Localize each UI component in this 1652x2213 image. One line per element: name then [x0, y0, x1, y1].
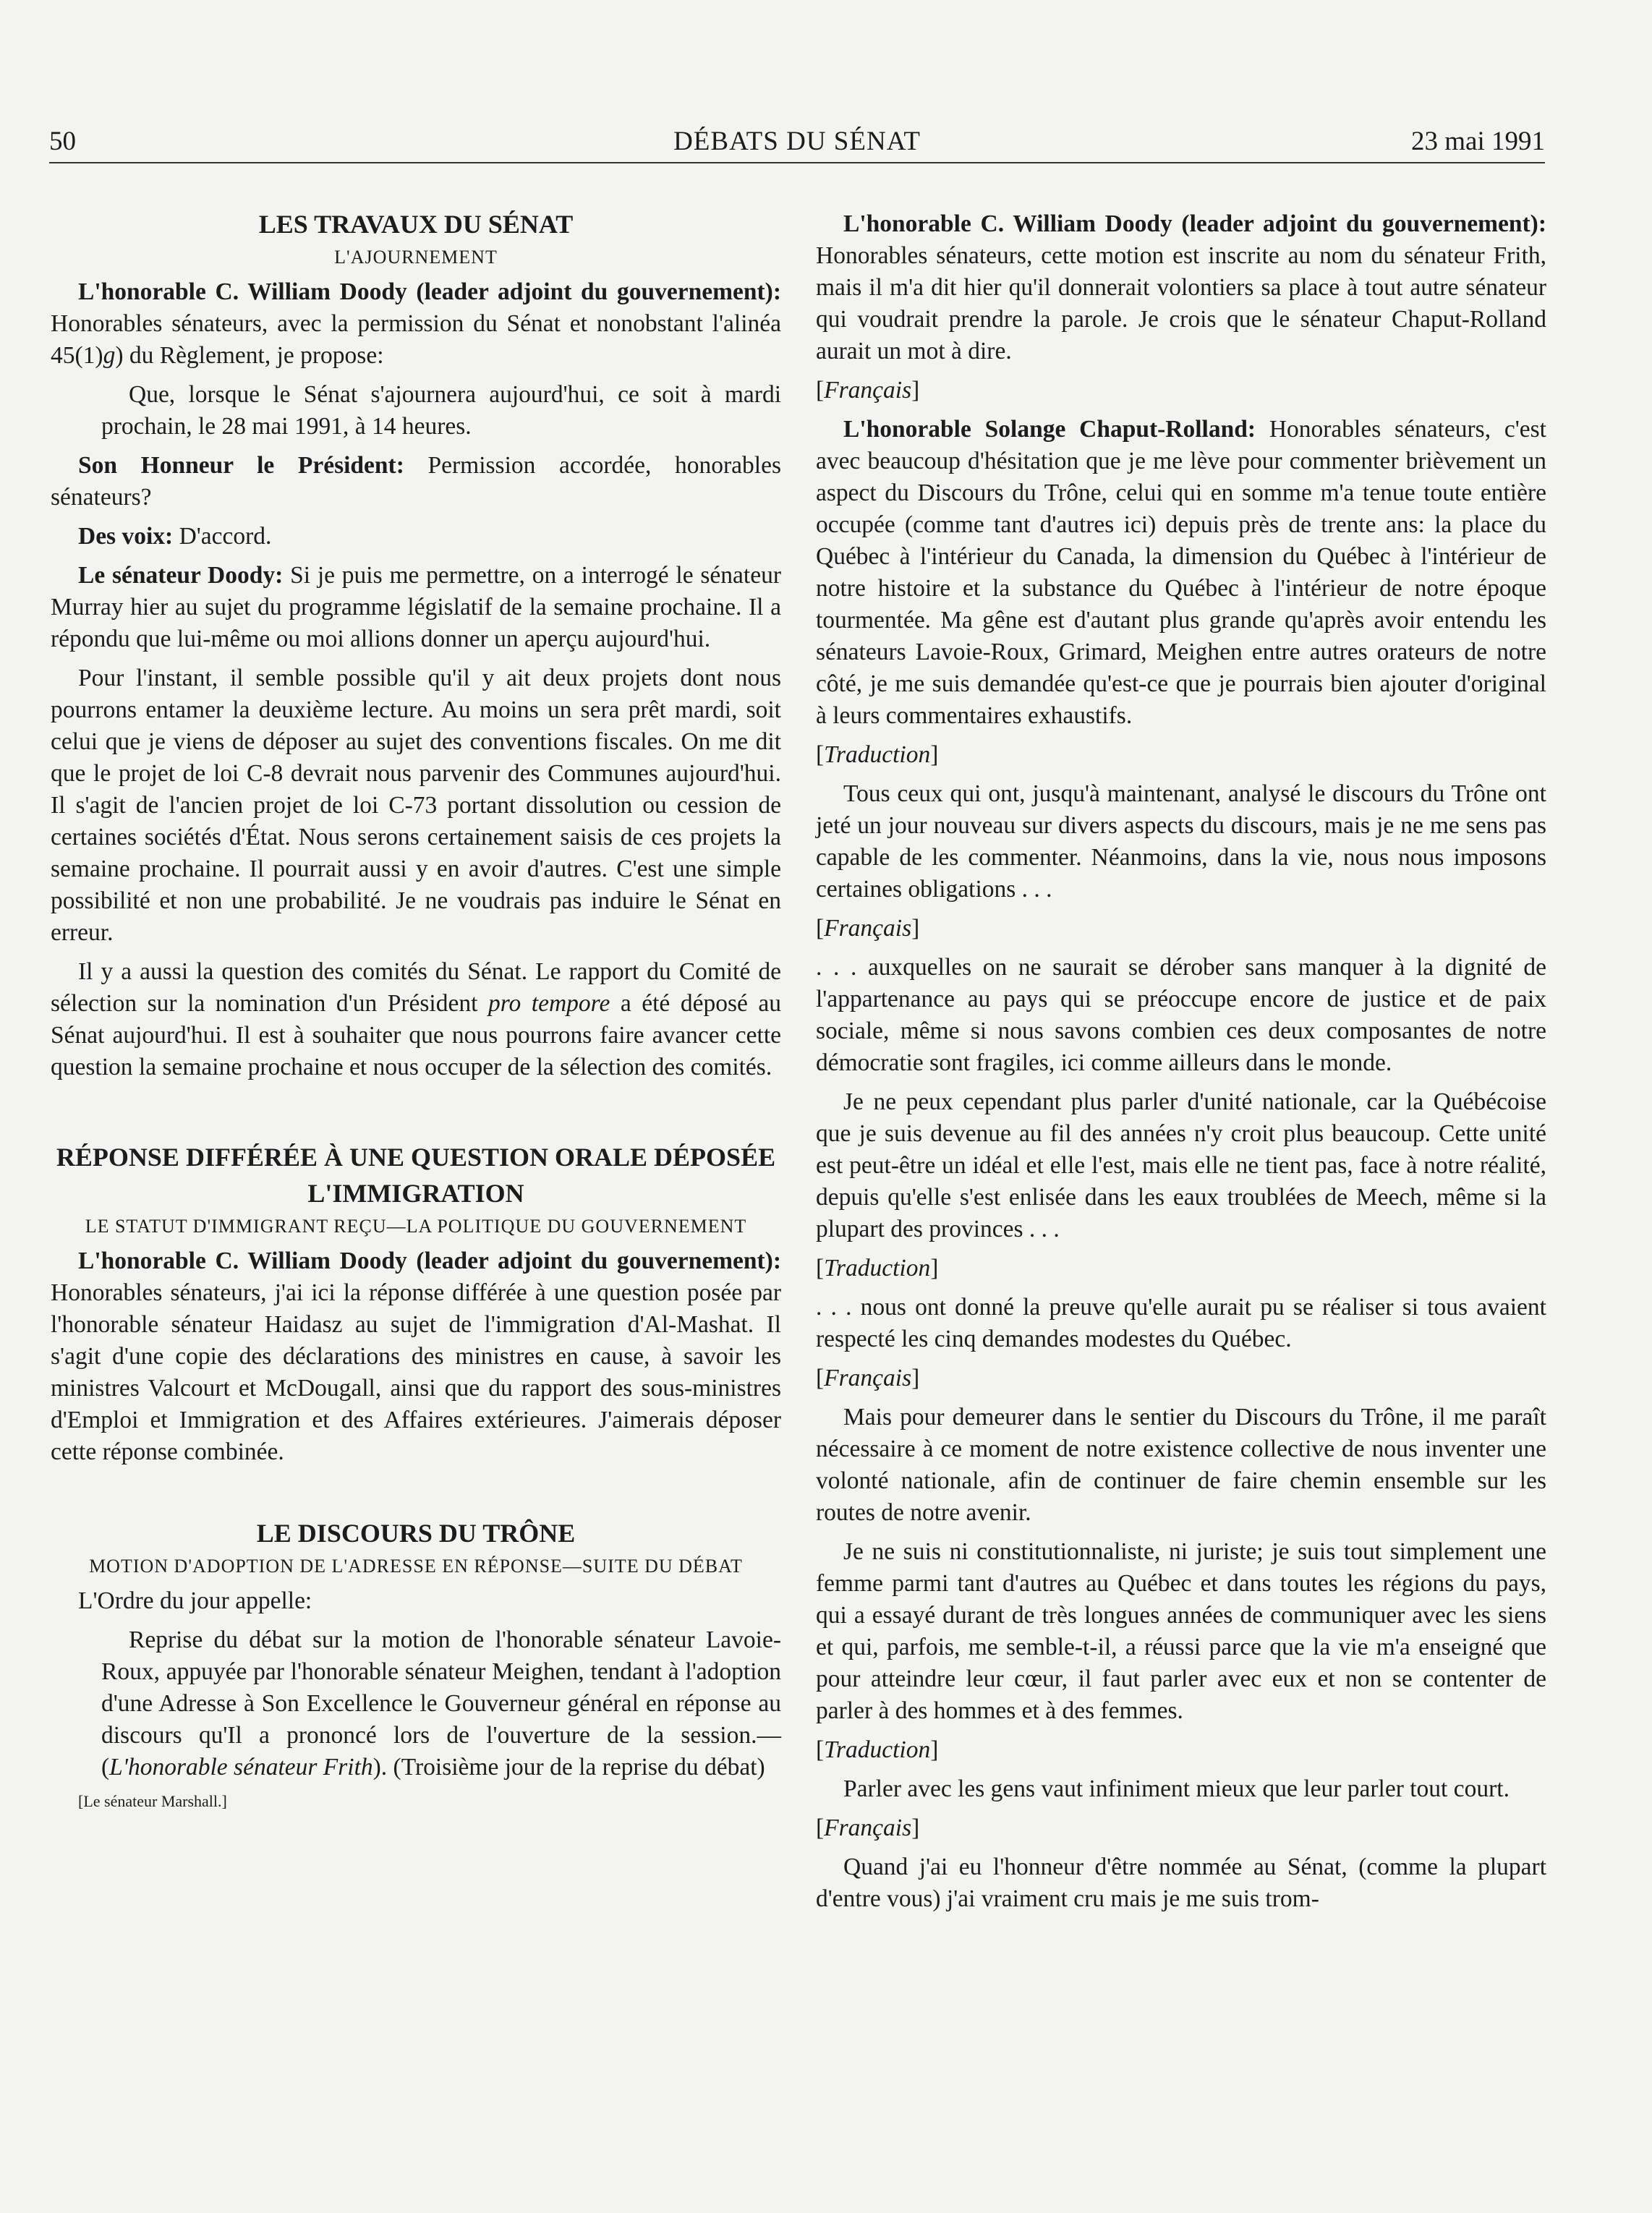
speaker-name: Son Honneur le Président: [78, 452, 404, 479]
footnote-marshall: [Le sénateur Marshall.] [78, 1792, 227, 1810]
section-title-travaux: LES TRAVAUX DU SÉNAT [258, 210, 574, 239]
speaker-name: L'honorable C. William Doody (leader adjoint du gouvernement): [78, 278, 781, 305]
motion-quote: Que, lorsque le Sénat s'ajournera aujourd'hui, ce soit à mardi prochain, le 28 mai 1991, à 14 heures. [101, 381, 781, 440]
language-tag-francais: [Français] [816, 1815, 920, 1841]
paragraph-femme: Je ne suis ni constitutionnaliste, ni juriste; je suis tout simplement une femme parmi tant d'autres au Québec et dans toutes les régions du pays, qui a essayé durant de très longues années de communiquer avec les siens et qui, parfois, me semble-t-il, a réussi parce que la vie m'a enseigné que pour atteindre leur cœur, il faut parler avec eux et non se contenter de parler à des hommes et à des femmes. [816, 1538, 1546, 1724]
paragraph-parler: Parler avec les gens vaut infiniment mieux que leur parler tout court. [843, 1775, 1510, 1802]
running-header [49, 121, 1545, 163]
paragraph-doody-reponse: L'honorable C. William Doody (leader adjoint du gouvernement): Honorables sénateurs, j'ai ici la réponse différée à une question posée par l'honorable sénateur Haidasz au sujet de l'immigration d'Al-Mashat. Il s'agit d'une copie des déclarations des ministres en cause, à savoir les ministres Valcourt et McDougall, ainsi que du rapport des sous-ministres d'Emploi et Immigration et des Affaires extérieures. J'aimerais déposer cette réponse combinée. [51, 1248, 781, 1465]
page-number: 50 [49, 127, 76, 156]
paragraph-doody-programme: Le sénateur Doody: Si je puis me permettre, on a interrogé le sénateur Murray hier au sujet du programme législatif de la semaine prochaine. Il a répondu que lui-même ou moi allions donner un aperçu aujourd'hui. [51, 562, 781, 652]
ordre-quote: Reprise du débat sur la motion de l'honorable sénateur Lavoie-Roux, appuyée par l'honorable sénateur Meighen, tendant à l'adoption d'une Adresse à Son Excellence le Gouverneur général en réponse au discours qu'Il a prononcé lors de l'ouverture de la session.—(L'honorable sénateur Frith). (Troisième jour de la reprise du débat) [101, 1626, 781, 1781]
language-tag-francais: [Français] [816, 377, 920, 404]
language-tag-traduction: [Traduction] [816, 741, 939, 768]
language-tag-traduction: [Traduction] [816, 1255, 939, 1282]
language-tag-francais: [Français] [816, 1365, 920, 1391]
speaker-name: Des voix: [78, 523, 174, 550]
section-title-reponse-differee: RÉPONSE DIFFÉRÉE À UNE QUESTION ORALE DÉPOSÉE [56, 1143, 776, 1172]
speaker-name: L'honorable C. William Doody (leader adjoint du gouvernement): [843, 210, 1546, 237]
paragraph-doody-motion: L'honorable C. William Doody (leader adjoint du gouvernement): Honorables sénateurs, avec la permission du Sénat et nonobstant l'alinéa 45(1)g) du Règlement, je propose: [51, 278, 781, 369]
speaker-name: L'honorable C. William Doody (leader adjoint du gouvernement): [78, 1248, 781, 1274]
section-title-immigration: L'IMMIGRATION [307, 1179, 524, 1208]
running-title: DÉBATS DU SÉNAT [673, 127, 921, 156]
section-subtitle-motion: MOTION D'ADOPTION DE L'ADRESSE EN RÉPONSE—SUITE DU DÉBAT [89, 1556, 743, 1577]
paragraph-unite: Je ne peux cependant plus parler d'unité nationale, car la Québécoise que je suis devenue au fil des années n'y croit plus beaucoup. Cette unité est peut-être un idéal et elle l'est, mais elle ne tient pas, face à notre réalité, depuis qu'elle s'est enlisée dans les eaux troublées de Meech, même si la plupart des provinces . . . [816, 1088, 1546, 1242]
paragraph-chaput-rolland: L'honorable Solange Chaput-Rolland: Honorables sénateurs, c'est avec beaucoup d'hésitation que je me lève pour commenter brièvement un aspect du Discours du Trône, celui qui en somme m'a tenue toute entière occupée (comme tant d'autres ici) depuis près de trente ans: la place du Québec à l'intérieur du Canada, la dimension du Québec à l'intérieur de notre histoire et la substance du Québec à l'intérieur de notre époque tourmentée. Ma gêne est d'autant plus grande qu'après avoir entendu les sénateurs Lavoie-Roux, Grimard, Meighen entre autres orateurs de notre côté, je me suis demandée qu'est-ce que je pourrais bien ajouter d'original à leurs commentaires exhaustifs. [816, 416, 1546, 729]
paragraph-analyse: Tous ceux qui ont, jusqu'à maintenant, analysé le discours du Trône ont jeté un jour nouveau sur divers aspects du discours, mais je ne me sens pas capable de les commenter. Néanmoins, dans la vie, nous nous imposons certaines obligations . . . [816, 780, 1546, 903]
section-subtitle-statut: LE STATUT D'IMMIGRANT REÇU—LA POLITIQUE DU GOUVERNEMENT [85, 1216, 747, 1237]
paragraph-comites: Il y a aussi la question des comités du Sénat. Le rapport du Comité de sélection sur la nomination d'un Président pro tempore a été déposé au Sénat aujourd'hui. Il est à souhaiter que nous pourrons faire avancer cette question la semaine prochaine et nous occuper de la sélection des comités. [51, 958, 782, 1080]
paragraph-dignite: . . . auxquelles on ne saurait se dérober sans manquer à la dignité de l'appartenance au pays qui se préoccupe encore de justice et de paix sociale, même si nous savons combien ces deux composantes de notre démocratie sont fragiles, ici comme ailleurs dans le monde. [816, 954, 1546, 1076]
paragraph-doody-frith: L'honorable C. William Doody (leader adjoint du gouvernement): Honorables sénateurs, cette motion est inscrite au nom du sénateur Frith, mais il m'a dit hier qu'il donnerait volontiers sa place à tout autre sénateur qui voudrait prendre la parole. Je crois que le sénateur Chaput-Rolland aurait un mot à dire. [816, 210, 1546, 364]
speaker-name: L'honorable Solange Chaput-Rolland: [843, 416, 1256, 443]
section-subtitle-ajournement: L'AJOURNEMENT [334, 247, 498, 268]
right-column [816, 208, 1546, 1922]
language-tag-traduction: [Traduction] [816, 1736, 939, 1763]
paragraph-preuve: . . . nous ont donné la preuve qu'elle aurait pu se réaliser si tous avaient respecté les cinq demandes modestes du Québec. [816, 1294, 1546, 1352]
issue-date: 23 mai 1991 [1411, 127, 1545, 156]
paragraph-projets: Pour l'instant, il semble possible qu'il y ait deux projets dont nous pourrons entamer la deuxième lecture. Au moins un sera prêt mardi, soit celui que je viens de déposer au sujet des conventions fiscales. On me dit que le projet de loi C-8 devrait nous parvenir des Communes aujourd'hui. Il s'agit de l'ancien projet de loi C-73 portant dissolution ou cession de certaines sociétés d'État. Nous serons certainement saisis de ces projets la semaine prochaine. Il pourrait aussi y en avoir d'autres. C'est une simple possibilité et non une probabilité. Je ne voudrais pas induire le Sénat en erreur. [51, 665, 781, 946]
language-tag-francais: [Français] [816, 915, 920, 942]
paragraph-nomination: Quand j'ai eu l'honneur d'être nommée au Sénat, (comme la plupart d'entre vous) j'ai vraiment cru mais je me suis trom- [816, 1854, 1546, 1912]
paragraph-ordre-du-jour: L'Ordre du jour appelle: [78, 1587, 312, 1614]
paragraph-president: Son Honneur le Président: Permission accordée, honorables sénateurs? [51, 452, 781, 511]
section-title-discours-trone: LE DISCOURS DU TRÔNE [256, 1519, 576, 1548]
paragraph-voix: Des voix: D'accord. [78, 523, 272, 550]
speaker-name: Le sénateur Doody: [78, 562, 284, 589]
paragraph-volonte: Mais pour demeurer dans le sentier du Discours du Trône, il me paraît nécessaire à ce moment de notre existence collective de nous inventer une volonté nationale, afin de continuer de faire chemin ensemble sur les routes de notre avenir. [816, 1404, 1546, 1526]
left-column [51, 208, 781, 1820]
